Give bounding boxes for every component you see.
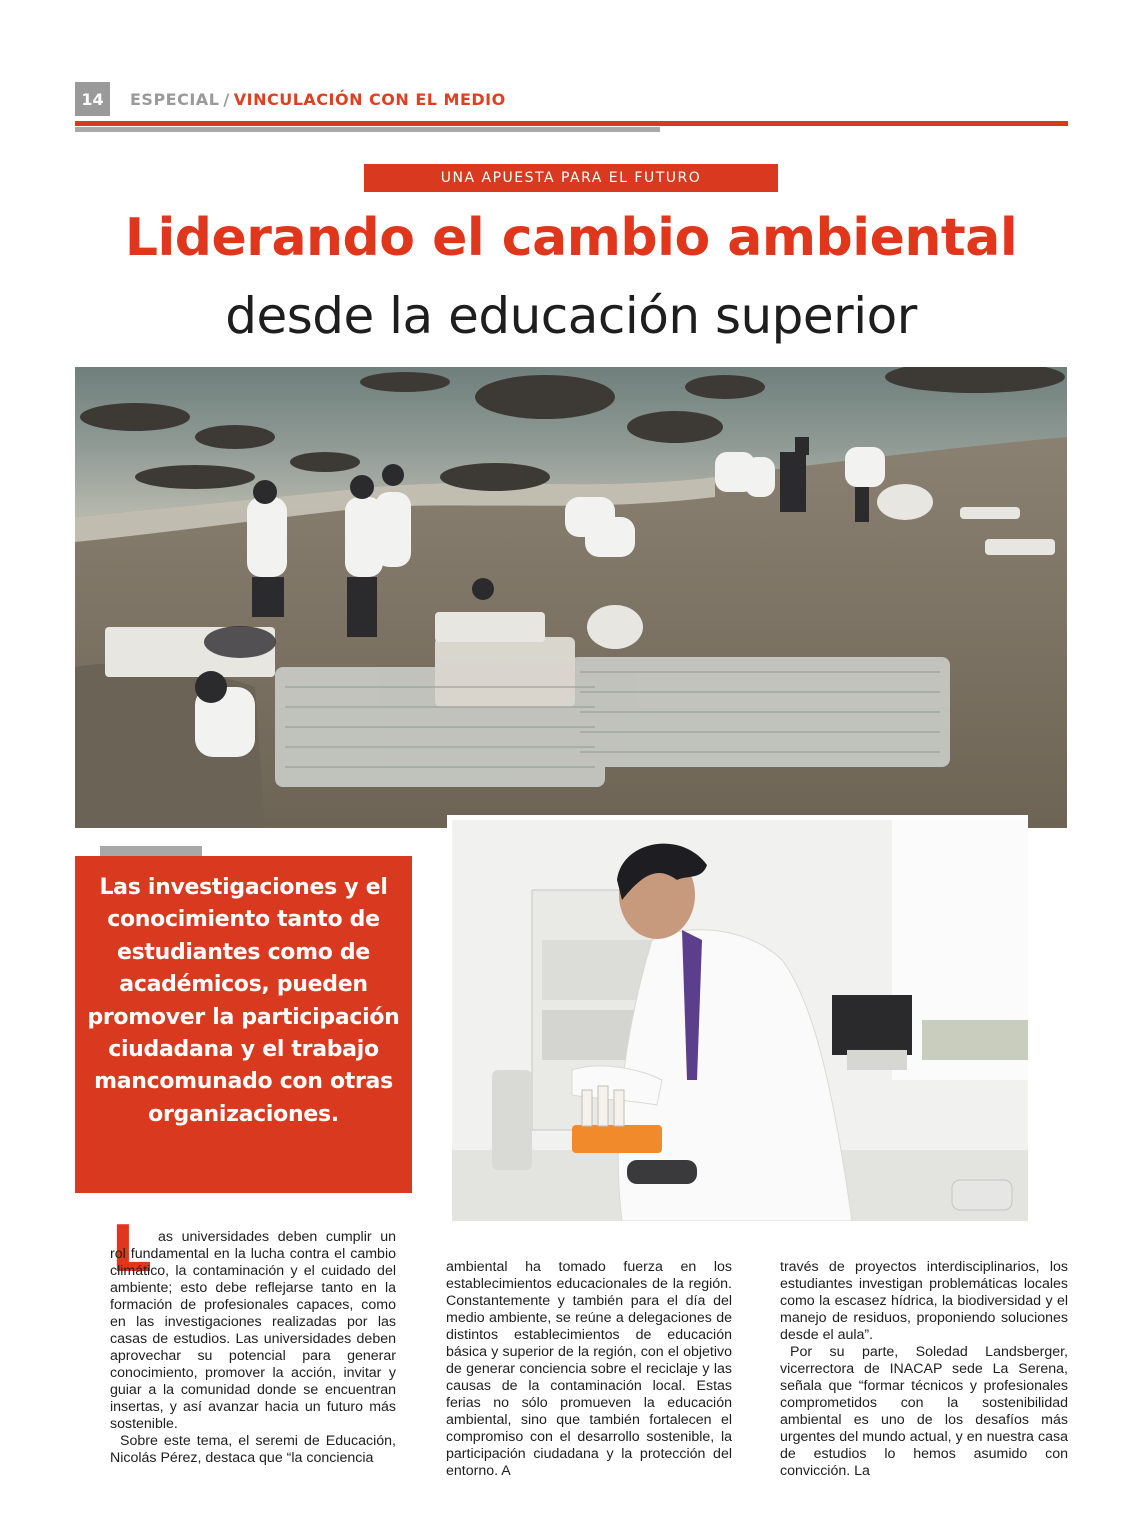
body-paragraph: través de proyectos interdisciplinarios, los estudiantes investigan problemáticas locales como la escasez hídrica, la biodiversidad y el manejo de residuos, proponiendo soluciones desde el aula”. — [780, 1259, 1068, 1343]
beach-cleanup-photo — [75, 367, 1067, 828]
subsection-name: VINCULACIÓN CON EL MEDIO — [233, 90, 506, 109]
body-text: as universidades deben cumplir un rol fundamental en la lucha contra el cambio climático, la contaminación y el cuidado del ambiente; esto debe reflejarse tanto en la formación de profesionales capaces, como en las investigaciones realizadas por las casas de estudios. Las universidades deben aprovechar su potencial para generar conocimiento, promover la acción, invitar y guiar a la comunidad donde se encuentran insertas, y así avanzar hacia un futuro más sostenible. — [110, 1229, 396, 1432]
body-column-1 — [110, 1229, 396, 1467]
section-name: ESPECIAL — [130, 90, 220, 109]
pull-quote-box — [75, 856, 412, 1193]
subheadline: desde la educación superior — [225, 287, 917, 345]
page-number: 14 — [75, 82, 110, 116]
lab-researcher-photo — [452, 820, 1028, 1221]
body-column-2 — [446, 1259, 732, 1480]
body-paragraph: Por su parte, Soledad Landsberger, vicerrectora de INACAP sede La Serena, señala que “formar técnicos y profesionales comprometidos con la sostenibilidad ambiental es uno de los desafíos más urgentes del mundo actual, y en nuestra casa de estudios lo hemos asumido con convicción. La — [780, 1344, 1068, 1479]
body-paragraph — [110, 1229, 396, 1433]
section-label — [130, 90, 506, 109]
kicker-label: UNA APUESTA PARA EL FUTURO — [364, 164, 778, 192]
section-separator: / — [223, 90, 230, 109]
header-rule-gray — [75, 127, 660, 132]
pull-quote-text: Las investigaciones y el conocimiento tanto de estudiantes como de académicos, pueden promover la participación ciudadana y el trabajo mancomunado con otras organizaciones. — [87, 875, 400, 1127]
body-paragraph: Sobre este tema, el seremi de Educación, Nicolás Pérez, destaca que “la conciencia — [110, 1433, 396, 1466]
headline: Liderando el cambio ambiental — [124, 208, 1018, 268]
body-column-3 — [780, 1259, 1068, 1480]
drop-cap: L — [111, 1213, 152, 1287]
body-paragraph: ambiental ha tomado fuerza en los establecimientos educacionales de la región. Constantemente y también para el día del medio ambiente, se reúne a delegaciones de distintos establecimientos de educación básica y superior de la región, con el objetivo de generar conciencia sobre el reciclaje y las causas de la contaminación local. Estas ferias no sólo promueven la educación ambiental, sino que también fortalecen el compromiso con el desarrollo sostenible, la participación ciudadana y la protección del entorno. A — [446, 1259, 732, 1479]
header-rule-red — [75, 121, 1068, 126]
